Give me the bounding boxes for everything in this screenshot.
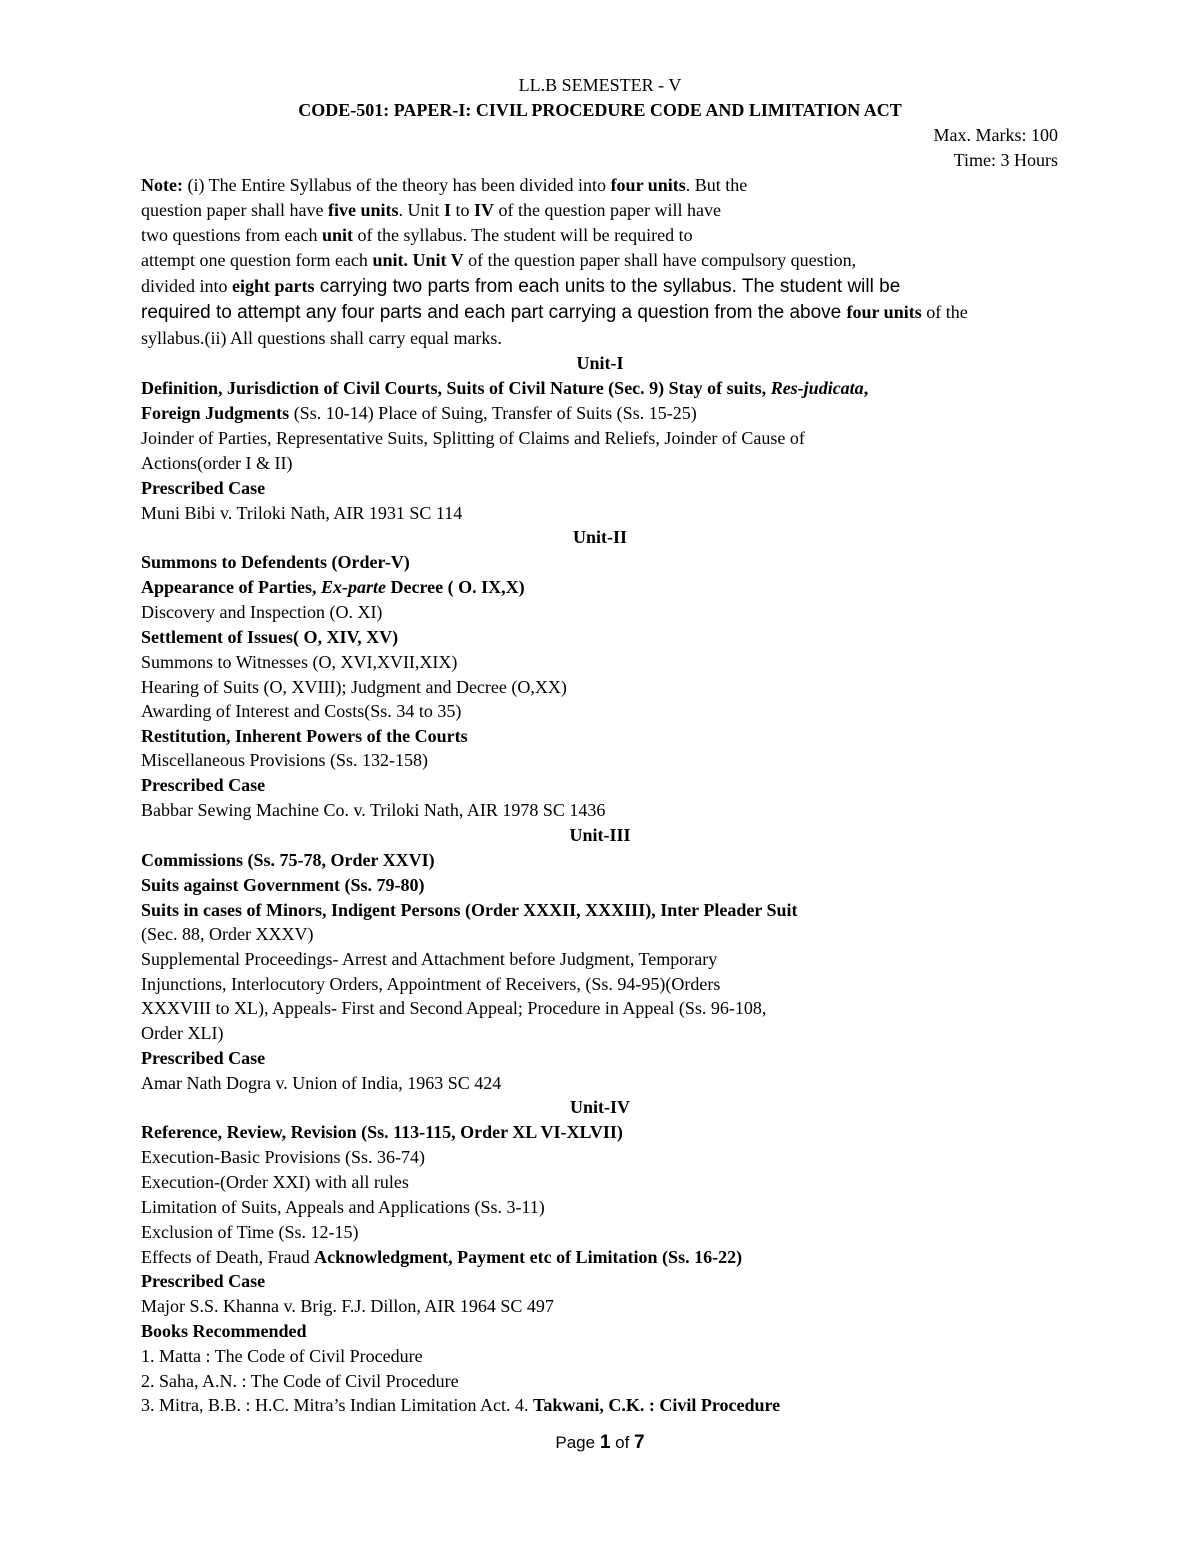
unit-3-line-8: Order XLI) [141, 1023, 224, 1043]
unit-1-line-1 [141, 377, 868, 399]
unit-1-heading: Unit-I [576, 353, 624, 373]
topic-text: Effects of Death, Fraud [141, 1247, 315, 1267]
unit-2-line-1: Summons to Defendents (Order-V) [141, 552, 410, 572]
note-line-7: syllabus.(ii) All questions shall carry equal marks. [141, 328, 502, 348]
note-text: . Unit [398, 200, 444, 220]
unit-2-line-5: Summons to Witnesses (O, XVI,XVII,XIX) [141, 652, 458, 672]
note-text: of the syllabus. The student will be required to [353, 225, 693, 245]
paper-title: CODE-501: PAPER-I: CIVIL PROCEDURE CODE AND LIMITATION ACT [298, 100, 902, 120]
book-3 [141, 1394, 780, 1416]
note-line-5 [141, 275, 900, 298]
unit-2-heading: Unit-II [572, 527, 627, 547]
note-text: carrying two parts from each units to the syllabus. The student will be [314, 276, 901, 297]
note-label: Note: [141, 175, 183, 195]
unit-2-line-4: Settlement of Issues( O, XIV, XV) [141, 627, 399, 647]
unit-2-line-9: Miscellaneous Provisions (Ss. 132-158) [141, 750, 428, 770]
unit-2-case: Babbar Sewing Machine Co. v. Triloki Nath, AIR 1978 SC 1436 [141, 800, 606, 820]
unit-3-line-5: Supplemental Proceedings- Arrest and Attachment before Judgment, Temporary [141, 949, 718, 969]
books-heading: Books Recommended [141, 1321, 307, 1341]
unit-1-line-4: Actions(order I & II) [141, 453, 293, 473]
topic-text: Decree ( O. IX,X) [385, 577, 525, 597]
page-footer [0, 1432, 1200, 1454]
topic-text: (Ss. 10-14) Place of Suing, Transfer of Suits (Ss. 15-25) [289, 403, 697, 423]
unit-3-line-1: Commissions (Ss. 75-78, Order XXVI) [141, 850, 435, 870]
book-2: 2. Saha, A.N. : The Code of Civil Procedure [141, 1371, 459, 1391]
unit-4-line-5: Exclusion of Time (Ss. 12-15) [141, 1222, 359, 1242]
note-text: of the question paper will have [494, 200, 721, 220]
note-emphasis: unit [321, 225, 353, 245]
max-marks: Max. Marks: 100 [933, 125, 1058, 145]
unit-2-line-8: Restitution, Inherent Powers of the Courts [141, 726, 468, 746]
note-emphasis: I [443, 200, 451, 220]
unit-3-case-label: Prescribed Case [141, 1048, 266, 1068]
note-text: to [451, 200, 475, 220]
note-emphasis: five units [327, 200, 399, 220]
unit-3-line-6: Injunctions, Interlocutory Orders, Appointment of Receivers, (Ss. 94-95)(Orders [141, 974, 721, 994]
note-text: divided into [141, 276, 232, 296]
note-text: question paper shall have [141, 200, 328, 220]
book-1: 1. Matta : The Code of Civil Procedure [141, 1346, 423, 1366]
note-text: . But the [685, 175, 748, 195]
unit-3-line-3: Suits in cases of Minors, Indigent Persons (Order XXXII, XXXIII), Inter Pleader Suit [141, 900, 798, 920]
total-page-count: 7 [634, 1432, 645, 1453]
topic-text: Appearance of Parties, [141, 577, 321, 597]
time-allowed: Time: 3 Hours [953, 150, 1058, 170]
unit-4-line-1: Reference, Review, Revision (Ss. 113-115, Order XL VI-XLVII) [141, 1122, 623, 1142]
note-line-6 [141, 301, 968, 324]
unit-1-case-label: Prescribed Case [141, 478, 266, 498]
unit-4-case: Major S.S. Khanna v. Brig. F.J. Dillon, AIR 1964 SC 497 [141, 1296, 554, 1316]
note-emphasis: Unit V [412, 250, 464, 270]
note-text: of the question paper shall have compulsory question, [463, 250, 857, 270]
note-emphasis: four units [610, 175, 686, 195]
note-text: required to attempt any four parts and each part carrying a question from the above [141, 302, 847, 323]
unit-1-case: Muni Bibi v. Triloki Nath, AIR 1931 SC 114 [141, 503, 463, 523]
unit-3-case: Amar Nath Dogra v. Union of India, 1963 SC 424 [141, 1073, 502, 1093]
note-line-4 [141, 249, 856, 271]
unit-4-case-label: Prescribed Case [141, 1271, 266, 1291]
unit-2-case-label: Prescribed Case [141, 775, 266, 795]
unit-2-line-7: Awarding of Interest and Costs(Ss. 34 to 35) [141, 701, 462, 721]
of-word: of [610, 1433, 635, 1452]
unit-3-line-7: XXXVIII to XL), Appeals- First and Second Appeal; Procedure in Appeal (Ss. 96-108, [141, 998, 767, 1018]
unit-3-line-2: Suits against Government (Ss. 79-80) [141, 875, 425, 895]
book-text: 3. Mitra, B.B. : H.C. Mitra’s Indian Limitation Act. 4. [141, 1395, 533, 1415]
note-line-1 [141, 174, 747, 196]
current-page-number: 1 [599, 1432, 611, 1453]
topic-italic: Ex-parte [320, 577, 386, 597]
note-text: of the [921, 302, 968, 322]
unit-3-line-4: (Sec. 88, Order XXXV) [141, 924, 314, 944]
unit-2-line-6: Hearing of Suits (O, XVIII); Judgment and Decree (O,XX) [141, 677, 567, 697]
note-line-2 [141, 199, 721, 221]
topic-text: , [863, 378, 869, 398]
unit-3-heading: Unit-III [569, 825, 631, 845]
note-text: (i) The Entire Syllabus of the theory has been divided into [182, 175, 611, 195]
note-emphasis: four units [846, 302, 922, 322]
unit-4-line-2: Execution-Basic Provisions (Ss. 36-74) [141, 1147, 425, 1167]
unit-1-line-3: Joinder of Parties, Representative Suits, Splitting of Claims and Reliefs, Joinder of Cause of [141, 428, 805, 448]
unit-2-line-3: Discovery and Inspection (O. XI) [141, 602, 383, 622]
topic-bold: Foreign Judgments [141, 403, 290, 423]
note-emphasis: unit. [372, 250, 408, 270]
unit-1-line-2 [141, 402, 697, 424]
topic-italic: Res-judicata [770, 378, 864, 398]
page-word: Page [555, 1433, 600, 1452]
note-text: attempt one question form each [141, 250, 373, 270]
unit-4-line-3: Execution-(Order XXI) with all rules [141, 1172, 409, 1192]
topic-text: Definition, Jurisdiction of Civil Courts, Suits of Civil Nature (Sec. 9) Stay of suits, [141, 378, 771, 398]
unit-4-heading: Unit-IV [569, 1097, 630, 1117]
note-emphasis: IV [474, 200, 495, 220]
topic-bold: Acknowledgment, Payment etc of Limitation (Ss. 16-22) [314, 1247, 743, 1267]
note-line-3 [141, 224, 693, 246]
semester-title: LL.B SEMESTER - V [518, 75, 682, 95]
book-text-bold: Takwani, C.K. : Civil Procedure [532, 1395, 781, 1415]
unit-4-line-6 [141, 1246, 742, 1268]
unit-2-line-2 [141, 576, 525, 598]
unit-4-line-4: Limitation of Suits, Appeals and Applications (Ss. 3-11) [141, 1197, 545, 1217]
note-emphasis: eight parts [232, 276, 315, 296]
note-text: two questions from each [141, 225, 322, 245]
